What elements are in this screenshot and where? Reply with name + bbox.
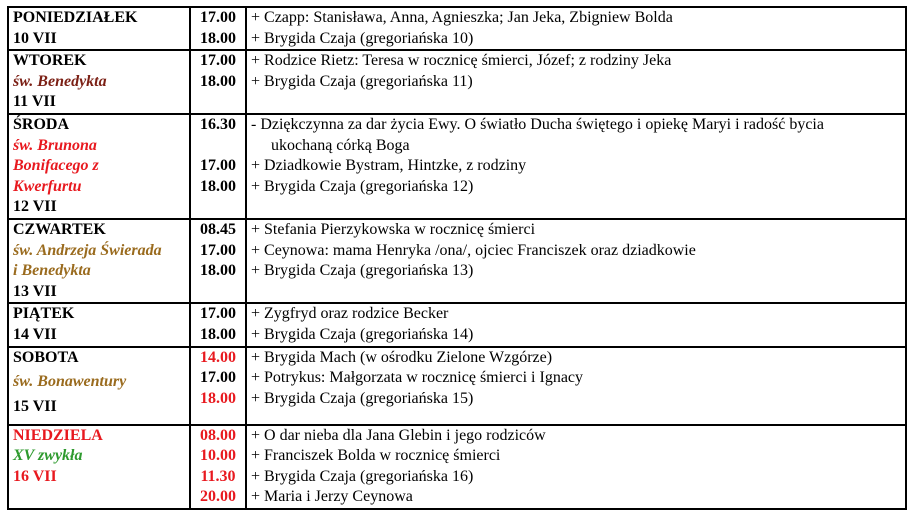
mass-time: 08.00	[200, 426, 236, 444]
intentions-cell	[246, 114, 906, 219]
day-row-sunday	[8, 425, 906, 509]
day-name: SOBOTA	[13, 348, 79, 366]
intentions-cell	[246, 425, 906, 509]
day-date: 13 VII	[13, 282, 57, 300]
times-cell	[190, 114, 246, 219]
day-name: CZWARTEK	[13, 220, 106, 238]
intentions-cell	[246, 50, 906, 114]
saint-name: Bonifacego z	[13, 157, 99, 175]
mass-time: 17.00	[200, 9, 236, 26]
mass-time: 18.00	[200, 389, 236, 407]
saint-name: XV zwykła	[13, 447, 83, 465]
mass-intention: + Brygida Czaja (gregoriańska 12)	[251, 177, 474, 195]
intentions-cell	[246, 7, 906, 50]
saint-name: i Benedykta	[13, 262, 91, 280]
day-cell	[8, 425, 190, 509]
day-name: NIEDZIELA	[13, 426, 103, 444]
mass-intention: + Czapp: Stanisława, Anna, Agnieszka; Jan Jeka, Zbigniew Bolda	[251, 9, 673, 26]
mass-time: 18.00	[200, 262, 236, 280]
mass-time: 10.00	[200, 447, 236, 465]
times-cell	[190, 425, 246, 509]
day-cell	[8, 303, 190, 346]
mass-intention: + Brygida Mach (w ośrodku Zielone Wzgórze)	[251, 348, 553, 366]
day-cell	[8, 114, 190, 219]
mass-time: 08.45	[200, 220, 236, 238]
mass-intention: + Zygfryd oraz rodzice Becker	[251, 305, 449, 323]
mass-intention: + Ceynowa: mama Henryka /ona/, ojciec Franciszek oraz dziadkowie	[251, 241, 696, 259]
saint-name: św. Bonawentury	[13, 373, 127, 391]
day-date: 14 VII	[13, 325, 57, 343]
mass-intention: + Stefania Pierzykowska w rocznicę śmierci	[251, 220, 536, 238]
day-name: PONIEDZIAŁEK	[13, 9, 138, 26]
intentions-cell	[246, 303, 906, 346]
intentions-cell	[246, 347, 906, 425]
day-cell	[8, 347, 190, 425]
mass-intention: + Brygida Czaja (gregoriańska 14)	[251, 325, 474, 343]
day-date: 11 VII	[13, 93, 56, 111]
mass-time: 18.00	[200, 72, 236, 90]
times-cell	[190, 7, 246, 50]
mass-time: 14.00	[200, 348, 236, 366]
mass-intention: + Dziadkowie Bystram, Hintzke, z rodziny	[251, 157, 527, 175]
intentions-cell	[246, 219, 906, 303]
mass-intention-continued: ukochaną córką Boga	[271, 136, 410, 154]
mass-time: 20.00	[200, 488, 236, 506]
day-row-tuesday	[8, 50, 906, 114]
times-cell	[190, 347, 246, 425]
day-date: 15 VII	[13, 397, 57, 415]
mass-intentions-table	[7, 6, 907, 510]
mass-intention: + Brygida Czaja (gregoriańska 10)	[251, 29, 474, 47]
mass-intention: - Dziękczynna za dar życia Ewy. O światło Ducha świętego i opiekę Maryi i radość bycia	[251, 115, 824, 133]
mass-time: 17.00	[200, 305, 236, 323]
mass-time: 11.30	[200, 467, 236, 485]
mass-time: 18.00	[200, 29, 236, 47]
mass-time: 17.00	[200, 52, 236, 70]
day-date: 16 VII	[13, 467, 57, 485]
day-cell	[8, 50, 190, 114]
mass-intention: + Potrykus: Małgorzata w rocznicę śmierci i Ignacy	[251, 369, 584, 387]
day-row-saturday	[8, 347, 906, 425]
saint-name: Kwerfurtu	[13, 177, 82, 195]
mass-time: 18.00	[200, 177, 236, 195]
saint-name: św. Andrzeja Świerada	[13, 241, 162, 259]
mass-intention: + Brygida Czaja (gregoriańska 16)	[251, 467, 474, 485]
mass-intention: + Maria i Jerzy Ceynowa	[251, 488, 413, 506]
day-date: 10 VII	[13, 29, 57, 47]
day-cell	[8, 7, 190, 50]
times-cell	[190, 303, 246, 346]
times-cell	[190, 219, 246, 303]
mass-intention: + Franciszek Bolda w rocznicę śmierci	[251, 447, 501, 465]
saint-name: św. Brunona	[13, 136, 97, 154]
day-row-thursday	[8, 219, 906, 303]
mass-intention: + Rodzice Rietz: Teresa w rocznicę śmierci, Józef; z rodziny Jeka	[251, 52, 672, 70]
mass-time: 17.00	[200, 241, 236, 259]
mass-time: 16.30	[200, 115, 236, 133]
day-row-wednesday	[8, 114, 906, 219]
mass-intention: + Brygida Czaja (gregoriańska 13)	[251, 262, 474, 280]
day-name: WTOREK	[13, 52, 87, 70]
day-row-monday	[8, 7, 906, 50]
saint-name: św. Benedykta	[13, 72, 107, 90]
mass-intention: + O dar nieba dla Jana Glebin i jego rodziców	[251, 426, 546, 444]
mass-time: 17.00	[200, 157, 236, 175]
spacer	[191, 136, 245, 157]
day-name: ŚRODA	[13, 115, 70, 133]
mass-intention: + Brygida Czaja (gregoriańska 15)	[251, 389, 474, 407]
day-name: PIĄTEK	[13, 305, 75, 323]
times-cell	[190, 50, 246, 114]
mass-intention: + Brygida Czaja (gregoriańska 11)	[251, 72, 473, 90]
day-cell	[8, 219, 190, 303]
day-row-friday	[8, 303, 906, 346]
day-date: 12 VII	[13, 198, 57, 216]
mass-time: 17.00	[200, 369, 236, 387]
mass-time: 18.00	[200, 325, 236, 343]
